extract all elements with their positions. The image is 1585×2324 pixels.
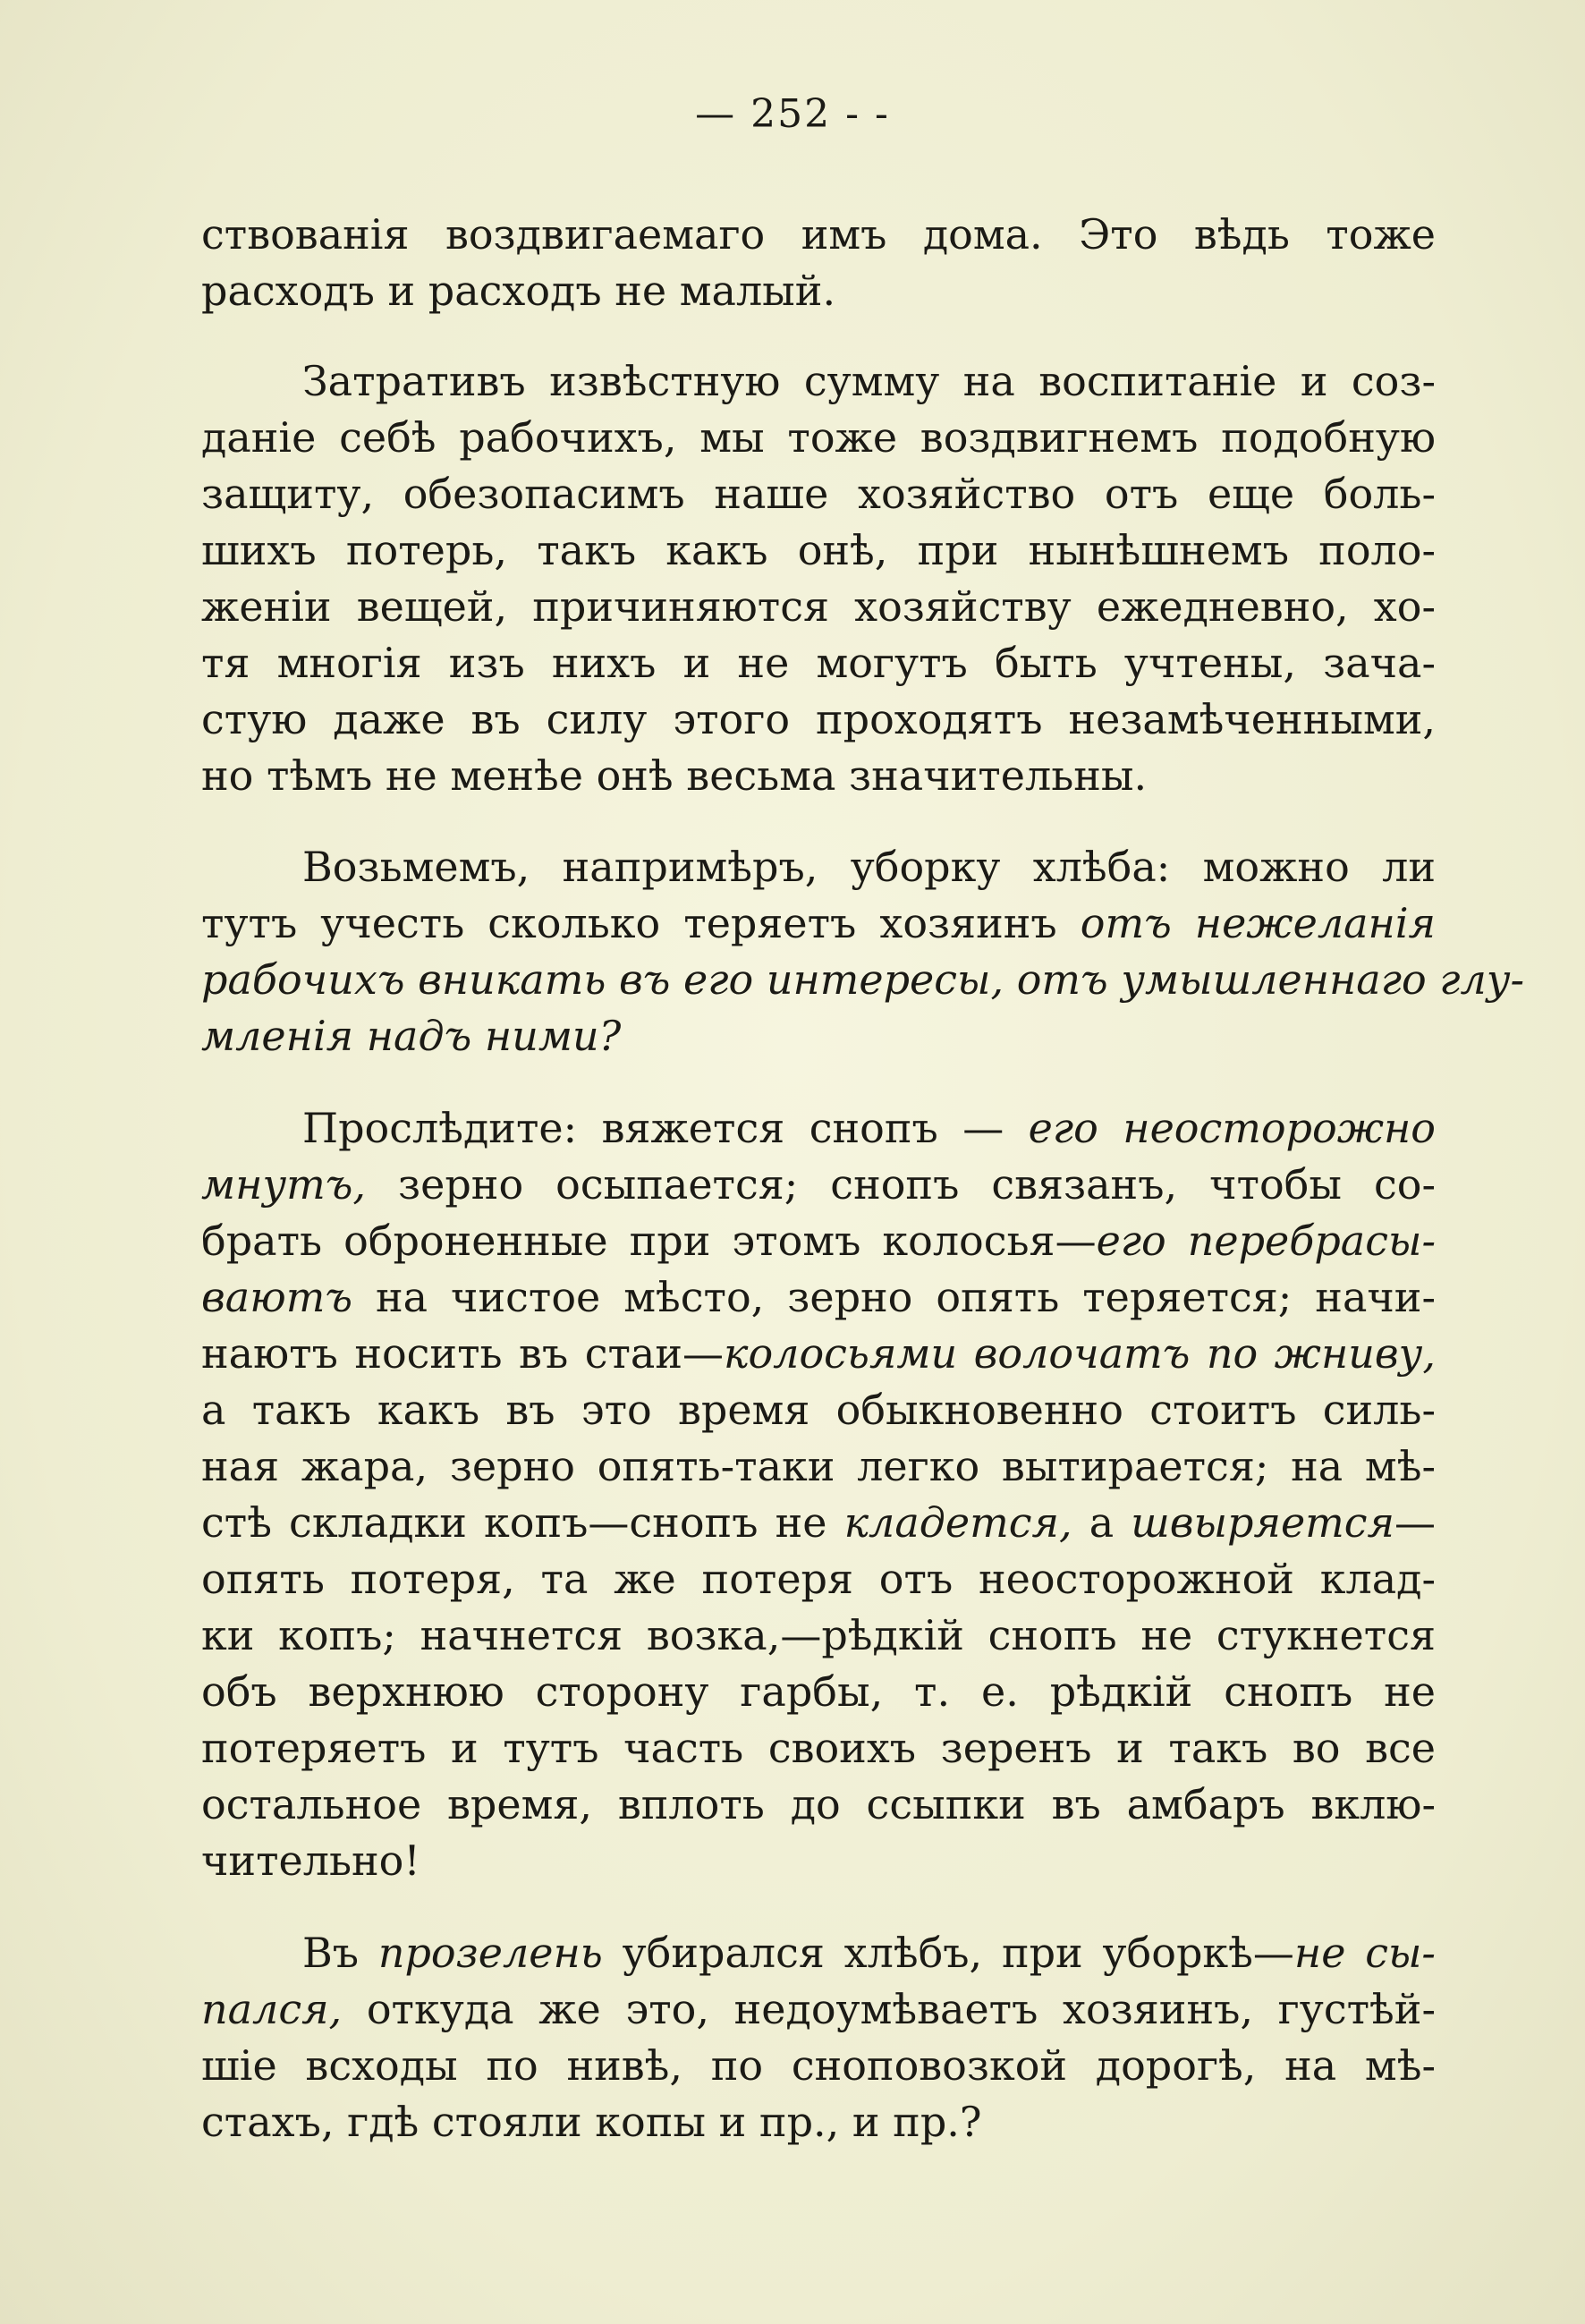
italic-segment: прозелень (377, 1929, 603, 1977)
text-line (302, 1100, 1436, 1156)
text-line (201, 1495, 1436, 1550)
text-line (201, 466, 1436, 522)
italic-segment: швыряется (1131, 1498, 1395, 1547)
text-segment: тутъ учесть сколько теряетъ хозяинъ (201, 899, 1081, 947)
text-segment: расходъ и расходъ не малый. (201, 267, 836, 315)
text-line (201, 1607, 1436, 1663)
text-segment: откуда же это, недоумѣваетъ хозяинъ, густѣй- (342, 1985, 1436, 2033)
text-segment: а (1072, 1498, 1132, 1547)
italic-segment: колосьями волочатъ по жниву, (724, 1329, 1436, 1378)
text-segment: ки копъ; начнется возка,—рѣдкій снопъ не стукнется (201, 1611, 1436, 1659)
text-segment: Затративъ извѣстную сумму на воспитаніе и соз- (302, 357, 1436, 405)
italic-segment: ваютъ (201, 1273, 352, 1321)
text-segment: брать оброненные при этомъ колосья— (201, 1217, 1097, 1265)
italic-segment: его перебрасы- (1096, 1217, 1436, 1265)
italic-segment: не сы- (1293, 1929, 1436, 1977)
italic-segment: его неосторожно (1028, 1104, 1436, 1152)
text-line (201, 1664, 1436, 1719)
text-line (302, 353, 1436, 409)
text-segment: убирался хлѣбъ, при уборкѣ— (602, 1929, 1294, 1977)
text-segment: защиту, обезопасимъ наше хозяйство отъ еще боль- (201, 470, 1436, 518)
text-segment: стую даже въ силу этого проходятъ незамѣченными, (201, 695, 1436, 743)
text-line (201, 1720, 1436, 1776)
text-line (201, 2094, 1436, 2150)
text-segment: чительно! (201, 1836, 420, 1885)
text-line (201, 522, 1436, 578)
text-line (201, 1438, 1436, 1494)
text-segment: шіе всходы по нивѣ, по снoповозкой дорогѣ, на мѣ- (201, 2041, 1436, 2090)
text-line (201, 1213, 1436, 1268)
text-line (201, 1833, 1436, 1888)
text-segment: зерно осыпается; снопъ связанъ, чтобы со- (366, 1160, 1436, 1209)
text-segment: стѣ складки копъ—снопъ не (201, 1498, 844, 1547)
text-line (201, 1269, 1436, 1325)
page-number: — 252 - - (695, 91, 890, 137)
text-line (201, 207, 1436, 262)
text-line (201, 1551, 1436, 1607)
text-segment: на чистое мѣсто, зерно опять теряется; начи- (352, 1273, 1436, 1321)
text-line (201, 263, 1436, 318)
italic-segment: мленія надъ ними? (201, 1012, 622, 1060)
text-line (201, 1777, 1436, 1832)
text-segment: — (1394, 1498, 1437, 1547)
text-segment: опять потеря, та же потеря отъ неосторожной клад- (201, 1555, 1436, 1603)
text-segment: ная жара, зерно опять-таки легко вытирается; на мѣ- (201, 1442, 1436, 1490)
text-line (201, 952, 1525, 1007)
text-line (201, 410, 1436, 465)
text-line (201, 748, 1436, 803)
italic-segment: кладется, (843, 1498, 1072, 1547)
italic-segment: рабочихъ вникать въ его интересы, отъ умышленнаго глу- (201, 955, 1525, 1004)
text-line (201, 691, 1436, 747)
text-segment: остальное время, вплоть до ссыпки въ амбаръ вклю- (201, 1780, 1436, 1828)
text-line (302, 1925, 1436, 1980)
text-line (201, 1157, 1436, 1212)
text-segment: тя многія изъ нихъ и не могутъ быть учтены, зача- (201, 639, 1436, 687)
text-line (201, 1981, 1436, 2037)
text-segment: Прослѣдите: вяжется снопъ — (302, 1104, 1029, 1152)
text-segment: шихъ потерь, такъ какъ онѣ, при нынѣшнемъ поло- (201, 526, 1436, 574)
text-line (201, 579, 1436, 634)
text-line (302, 839, 1436, 895)
text-segment: даніе себѣ рабочихъ, мы тоже воздвигнемъ подобную (201, 413, 1436, 462)
text-segment: но тѣмъ не менѣе онѣ весьма значительны. (201, 751, 1148, 800)
text-line (201, 895, 1436, 951)
italic-segment: отъ нежеланія (1080, 899, 1437, 947)
text-segment: объ верхнюю сторону гарбы, т. е. рѣдкій снопъ не (201, 1667, 1436, 1716)
text-line (201, 1326, 1436, 1381)
text-segment: наютъ носить въ стаи— (201, 1329, 724, 1378)
italic-segment: пался, (201, 1985, 343, 2033)
text-segment: стахъ, гдѣ стояли копы и пр., и пр.? (201, 2098, 982, 2146)
text-segment: а такъ какъ въ это время обыкновенно стоитъ силь- (201, 1386, 1436, 1434)
text-segment: Въ (302, 1929, 378, 1977)
italic-segment: мнутъ, (201, 1160, 367, 1209)
text-segment: женіи вещей, причиняются хозяйству ежедневно, хо- (201, 582, 1436, 631)
text-line (201, 2038, 1436, 2093)
text-line (201, 635, 1436, 691)
text-segment: ствованія воздвигаемаго имъ дома. Это вѣдь тоже (201, 210, 1436, 259)
text-segment: потеряетъ и тутъ часть своихъ зеренъ и такъ во все (201, 1724, 1436, 1772)
text-line (201, 1008, 1436, 1064)
text-segment: Возьмемъ, напримѣръ, уборку хлѣба: можно ли (302, 843, 1436, 891)
text-line (201, 1382, 1436, 1438)
